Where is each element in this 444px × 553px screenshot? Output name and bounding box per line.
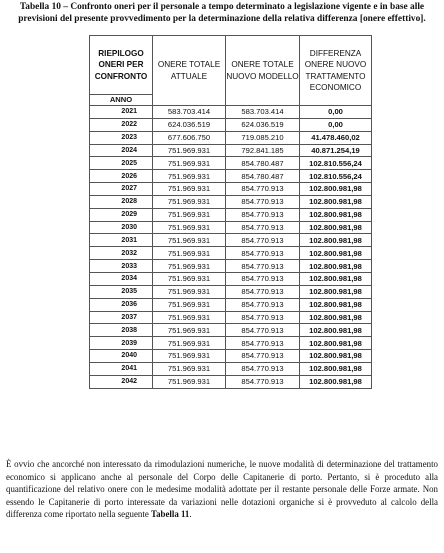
differenza-cell: 102.800.981,98 [300,221,372,234]
footer-paragraph [6,458,438,521]
year-cell: 2024 [90,144,153,157]
differenza-cell: 102.800.981,98 [300,247,372,260]
year-cell: 2033 [90,260,153,273]
year-cell: 2021 [90,106,153,119]
table-row [90,247,372,260]
table-row [90,221,372,234]
footer-table-ref: Tabella 11 [150,509,190,520]
year-cell: 2040 [90,350,153,363]
table-row [90,118,372,131]
onere-attuale-cell: 677.606.750 [153,131,226,144]
onere-nuovo-cell: 719.085.210 [226,131,300,144]
comparison-table-container [89,35,371,389]
table-row [90,208,372,221]
differenza-cell: 102.810.556,24 [300,170,372,183]
onere-nuovo-cell: 854.770.913 [226,208,300,221]
onere-nuovo-cell: 854.770.913 [226,183,300,196]
onere-attuale-cell: 751.969.931 [153,272,226,285]
onere-nuovo-cell: 854.770.913 [226,362,300,375]
onere-nuovo-cell: 854.770.913 [226,298,300,311]
differenza-cell: 102.800.981,98 [300,298,372,311]
table-header-row [90,36,372,95]
table-row [90,157,372,170]
differenza-cell: 102.800.981,98 [300,362,372,375]
onere-attuale-cell: 751.969.931 [153,260,226,273]
onere-nuovo-cell: 854.770.913 [226,375,300,388]
differenza-cell: 102.800.981,98 [300,272,372,285]
year-cell: 2028 [90,195,153,208]
table-row [90,183,372,196]
year-cell: 2037 [90,311,153,324]
year-cell: 2038 [90,324,153,337]
onere-attuale-cell: 751.969.931 [153,298,226,311]
table-row [90,362,372,375]
differenza-cell: 102.800.981,98 [300,311,372,324]
differenza-cell: 41.478.460,02 [300,131,372,144]
header-riepilogo: RIEPILOGO ONERI PER CONFRONTO [90,36,153,95]
year-cell: 2031 [90,234,153,247]
onere-attuale-cell: 751.969.931 [153,247,226,260]
onere-nuovo-cell: 854.770.913 [226,272,300,285]
onere-nuovo-cell: 854.770.913 [226,195,300,208]
onere-nuovo-cell: 854.770.913 [226,324,300,337]
onere-nuovo-cell: 854.770.913 [226,247,300,260]
year-cell: 2036 [90,298,153,311]
onere-attuale-cell: 751.969.931 [153,195,226,208]
year-cell: 2026 [90,170,153,183]
onere-attuale-cell: 751.969.931 [153,350,226,363]
onere-nuovo-cell: 583.703.414 [226,106,300,119]
table-caption: Tabella 10 – Confronto oneri per il personale a tempo determinato a legislazione vigente e in base alle previsioni del presente provvedimento per la determinazione della relativa differenza [onere effettivo]. [18,2,426,24]
year-cell: 2042 [90,375,153,388]
footer-end: . [189,509,192,520]
year-cell: 2030 [90,221,153,234]
differenza-cell: 102.800.981,98 [300,208,372,221]
onere-attuale-cell: 751.969.931 [153,285,226,298]
onere-attuale-cell: 751.969.931 [153,234,226,247]
differenza-cell: 102.800.981,98 [300,375,372,388]
onere-attuale-cell: 751.969.931 [153,311,226,324]
onere-nuovo-cell: 792.841.185 [226,144,300,157]
table-row [90,144,372,157]
table-row [90,272,372,285]
onere-nuovo-cell: 854.770.913 [226,311,300,324]
year-cell: 2023 [90,131,153,144]
year-cell: 2027 [90,183,153,196]
year-cell: 2025 [90,157,153,170]
differenza-cell: 102.800.981,98 [300,260,372,273]
header-anno: ANNO [90,95,153,106]
year-cell: 2032 [90,247,153,260]
differenza-cell: 102.800.981,98 [300,195,372,208]
table-row [90,234,372,247]
onere-attuale-cell: 624.036.519 [153,118,226,131]
year-cell: 2041 [90,362,153,375]
onere-attuale-cell: 751.969.931 [153,337,226,350]
year-cell: 2022 [90,118,153,131]
header-onere-nuovo: ONERE TOTALE NUOVO MODELLO [226,36,300,106]
onere-nuovo-cell: 854.770.913 [226,337,300,350]
table-row [90,131,372,144]
table-row [90,195,372,208]
differenza-cell: 102.800.981,98 [300,350,372,363]
onere-attuale-cell: 751.969.931 [153,183,226,196]
onere-nuovo-cell: 854.770.913 [226,350,300,363]
year-cell: 2039 [90,337,153,350]
differenza-cell: 40.871.254,19 [300,144,372,157]
table-row [90,311,372,324]
differenza-cell: 102.810.556,24 [300,157,372,170]
differenza-cell: 102.800.981,98 [300,337,372,350]
onere-nuovo-cell: 624.036.519 [226,118,300,131]
onere-nuovo-cell: 854.770.913 [226,285,300,298]
comparison-table [89,35,372,389]
onere-attuale-cell: 751.969.931 [153,324,226,337]
onere-attuale-cell: 751.969.931 [153,144,226,157]
table-body [90,106,372,389]
differenza-cell: 102.800.981,98 [300,234,372,247]
differenza-cell: 102.800.981,98 [300,285,372,298]
onere-attuale-cell: 583.703.414 [153,106,226,119]
table-row [90,260,372,273]
onere-nuovo-cell: 854.770.913 [226,260,300,273]
table-row [90,337,372,350]
table-row [90,285,372,298]
table-row [90,350,372,363]
year-cell: 2029 [90,208,153,221]
differenza-cell: 0,00 [300,118,372,131]
differenza-cell: 102.800.981,98 [300,324,372,337]
onere-attuale-cell: 751.969.931 [153,221,226,234]
onere-attuale-cell: 751.969.931 [153,157,226,170]
year-cell: 2034 [90,272,153,285]
onere-attuale-cell: 751.969.931 [153,362,226,375]
table-row [90,106,372,119]
onere-nuovo-cell: 854.770.913 [226,234,300,247]
onere-attuale-cell: 751.969.931 [153,170,226,183]
year-cell: 2035 [90,285,153,298]
header-onere-attuale: ONERE TOTALE ATTUALE [153,36,226,106]
differenza-cell: 102.800.981,98 [300,183,372,196]
differenza-cell: 0,00 [300,106,372,119]
onere-nuovo-cell: 854.780.487 [226,157,300,170]
onere-attuale-cell: 751.969.931 [153,208,226,221]
table-row [90,170,372,183]
onere-nuovo-cell: 854.780.487 [226,170,300,183]
onere-nuovo-cell: 854.770.913 [226,221,300,234]
header-differenza: DIFFERENZA ONERE NUOVO TRATTAMENTO ECONOMICO [300,36,372,106]
table-row [90,298,372,311]
table-row [90,375,372,388]
table-row [90,324,372,337]
onere-attuale-cell: 751.969.931 [153,375,226,388]
footer-text: È ovvio che ancorché non interessato da rimodulazioni numeriche, le nuove modalità di determinazione del trattamento economico si applicano anche al personale del Corpo delle Capitanerie di porto. Pertanto, si è proceduto alla quantificazione del relativo onere con le medesime modalità adottate per il restante personale delle Forze armate. Non essendo le Capitanerie di porto interessate da variazioni nelle dotazioni organiche si è provveduto al calcolo della differenza come riportato nella seguente [6,459,438,520]
